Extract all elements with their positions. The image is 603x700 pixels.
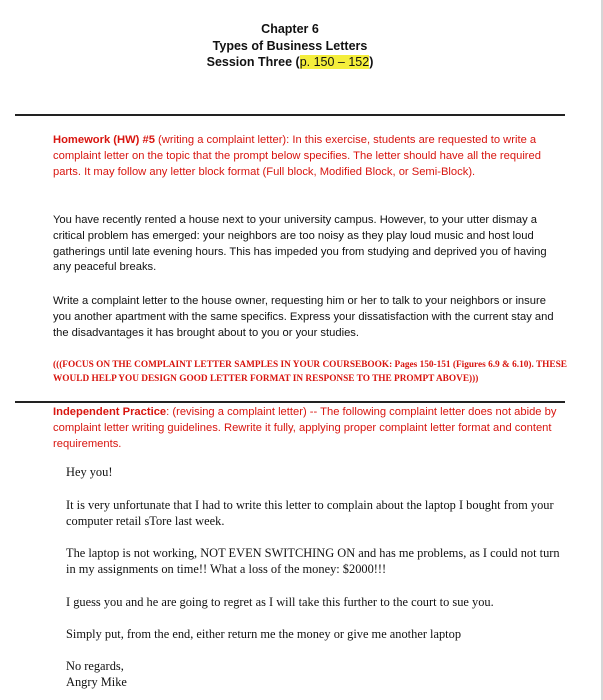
homework-text: (writing a complaint letter): In this exercise, students are requested to write a complaint letter on the topic that the prompt below specifies. The letter should have all the required parts. It may follow any letter block format (Full block, Modified Block, or Semi-Block).	[53, 134, 541, 178]
homework-label: Homework (HW) #5	[53, 134, 155, 146]
practice-instructions	[53, 405, 563, 452]
letter-signature: Angry Mike	[66, 675, 127, 689]
practice-label: Independent Practice	[53, 406, 167, 418]
session-label: Session Three	[206, 55, 293, 69]
document-header	[0, 21, 580, 71]
prompt-paragraph-2: Write a complaint letter to the house owner, requesting him or her to talk to your neighbors or insure you another apartment with the same specifics. Express your dissatisfaction with the current stay and the disadvantages it has brought about to you or your studies.	[53, 295, 554, 339]
divider-top	[15, 114, 565, 116]
chapter-heading: Chapter 6	[261, 22, 319, 36]
letter-paragraph-3: I guess you and he are going to regret as I will take this further to the court to sue you.	[66, 595, 494, 609]
divider-middle	[15, 401, 565, 403]
letter-paragraph-2: The laptop is not working, NOT EVEN SWITCHING ON and has me problems, as I could not turn in my assignments on time!! What a loss of the money: $2000!!!	[66, 546, 560, 576]
practice-text: : (revising a complaint letter) -- The following complaint letter does not abide by complaint letter writing guidelines. Rewrite it fully, applying proper complaint letter format and content requirements.	[53, 406, 557, 450]
homework-instructions	[53, 133, 563, 180]
letter-greeting: Hey you!	[66, 465, 113, 479]
letter-paragraph-4: Simply put, from the end, either return me the money or give me another laptop	[66, 627, 462, 641]
letter-paragraph-1: It is very unfortunate that I had to write this letter to complain about the laptop I bought from your computer retail sTore last week.	[66, 498, 554, 528]
focus-note: (((FOCUS ON THE COMPLAINT LETTER SAMPLES IN YOUR COURSEBOOK: Pages 150-151 (Figures 6.9 & 6.10). THESE WOULD HELP YOU DESIGN GOOD LETTER FORMAT IN RESPONSE TO THE PROMPT ABOVE)))	[53, 360, 567, 384]
session-line: Session Three (p. 150 – 152)	[206, 55, 374, 69]
letter-closing: No regards,	[66, 659, 124, 673]
prompt-paragraph-1: You have recently rented a house next to your university campus. However, to your utter dismay a critical problem has emerged: your neighbors are too noisy as they play loud music and host loud gatherings until late evening hours. This has impeded you from studying and deprived you of having any peaceful breaks.	[53, 214, 547, 274]
page-range-highlight: p. 150 – 152	[299, 55, 370, 69]
chapter-title: Types of Business Letters	[212, 38, 368, 53]
